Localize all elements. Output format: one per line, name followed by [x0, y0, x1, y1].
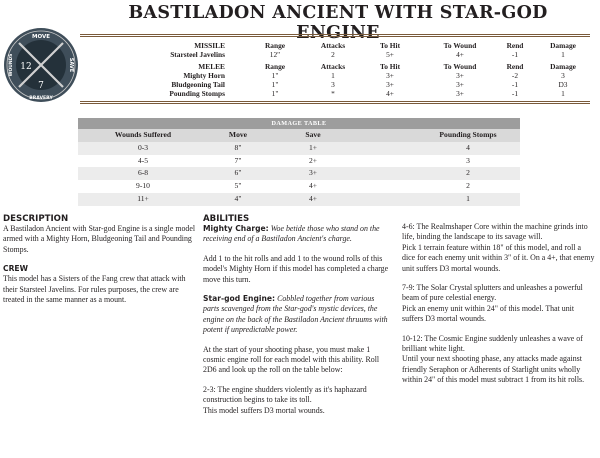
- result-10-12-effect: Until your next shooting phase, any attacks made against friendly Seraphon or Adherents of Starlight units wholly within 24" of this model must subtract 1 from its hit rolls.: [402, 354, 585, 385]
- table-row: Bludgeoning Tail 1" 3 3+ 3+ -1 D3: [171, 80, 568, 89]
- damage-table: [78, 118, 520, 206]
- table-row: Starsteel Javelins 12" 2 5+ 4+ -1 1: [170, 50, 565, 59]
- mighty-charge-name: Mighty Charge:: [203, 224, 269, 233]
- table-row: Mighty Horn 1" 1 3+ 3+ -2 3: [183, 71, 565, 80]
- result-2-3-lead: 2-3: The engine shudders violently as it's haphazard construction begins to take its toll.: [203, 384, 367, 405]
- description-column: [3, 214, 199, 305]
- star-god-engine-rule: At the start of your shooting phase, you must make 1 cosmic engine roll for each model with this ability. Roll 2D6 and look up the roll on the table below:: [203, 344, 380, 375]
- result-7-9-lead: 7-9: The Solar Crystal splutters and unleashes a powerful beam of pure celestial energy.: [402, 283, 583, 303]
- table-row: Pounding Stomps 1" * 4+ 3+ -1 1: [169, 89, 565, 98]
- result-4-6-lead: 4-6: The Realmshaper Core within the machine grinds into life, binding the landscape to its savage will.: [402, 222, 588, 242]
- result-4-6-effect: Pick 1 terrain feature within 18" of this model, and roll a dice for each enemy unit within 3" of it. On a 4+, that enemy unit suffers D3 mortal wounds.: [402, 242, 595, 273]
- weapons-table: [80, 34, 590, 104]
- emblem-save-label: SAVE: [68, 57, 74, 73]
- emblem-bravery-label: BRAVERY: [29, 96, 53, 101]
- star-god-engine-flavor-paragraph: [203, 294, 391, 336]
- emblem-wounds-value: 12: [20, 62, 32, 72]
- crew-text: This model has a Sisters of the Fang crew that attack with their Starsteel Javelins. For rules purposes, the crew are treated in the same manner as a mount.: [3, 274, 186, 305]
- result-10-12-lead: 10-12: The Cosmic Engine suddenly unleashes a wave of brilliant white light.: [402, 333, 583, 354]
- table-bottom-rule: [80, 101, 590, 104]
- star-god-engine-flavor: Cobbled together from various parts scavenged from the Star-god's mystic devices, the engine on the back of the Bastiladon Ancient thruums with potent if unpredictable power.: [203, 294, 388, 335]
- emblem-bravery-value: 7: [38, 81, 44, 91]
- missile-header-row: MISSILE Range Attacks To Hit To Wound Rend Damage: [194, 41, 576, 50]
- mighty-charge-rule: Add 1 to the hit rolls and add 1 to the wound rolls of this model's Mighty Horn if this model has completed a charge move this turn.: [203, 253, 389, 284]
- emblem-move-label: MOVE: [31, 34, 51, 40]
- engine-results-column: [402, 222, 596, 386]
- table-row: 11+ 4" 4+ 1: [78, 193, 520, 206]
- abilities-heading: ABILITIES: [203, 214, 250, 224]
- result-2-3-effect: This model suffers D3 mortal wounds.: [203, 405, 325, 415]
- table-row: 0-3 8" 1+ 4: [78, 142, 520, 155]
- table-row: 9-10 5" 4+ 2: [136, 181, 470, 191]
- melee-header-row: MELEE Range Attacks To Hit To Wound Rend Damage: [198, 62, 576, 71]
- description-heading: DESCRIPTION: [3, 214, 69, 224]
- damage-table-title: DAMAGE TABLE: [78, 118, 520, 129]
- result-7-9-effect: Pick an enemy unit within 24" of this model. That unit suffers D3 mortal wounds.: [402, 303, 575, 324]
- warscroll-title: BASTILADON ANCIENT WITH STAR-GOD ENGINE: [128, 3, 548, 43]
- table-row: 4-5 7" 2+ 3: [137, 155, 470, 165]
- description-text: A Bastiladon Ancient with Star-god Engine is a single model armed with a Mighty Horn, Bludgeoning Tail and Pounding Stomps.: [3, 224, 196, 254]
- crew-heading: CREW: [3, 264, 28, 274]
- emblem-wounds-label: WOUNDS: [9, 53, 14, 77]
- star-god-engine-name: Star-god Engine:: [203, 294, 276, 304]
- compass-emblem: [2, 26, 80, 104]
- mighty-charge-flavor-paragraph: [203, 224, 391, 245]
- damage-table-header-row: Wounds Suffered Move Save Pounding Stomps: [78, 129, 520, 142]
- mighty-charge-flavor: Woe betide those who stand on the receiving end of a Bastiladon Ancient's charge.: [203, 224, 380, 244]
- abilities-column: [203, 214, 391, 416]
- table-row: 6-8 6" 3+ 2: [78, 167, 520, 180]
